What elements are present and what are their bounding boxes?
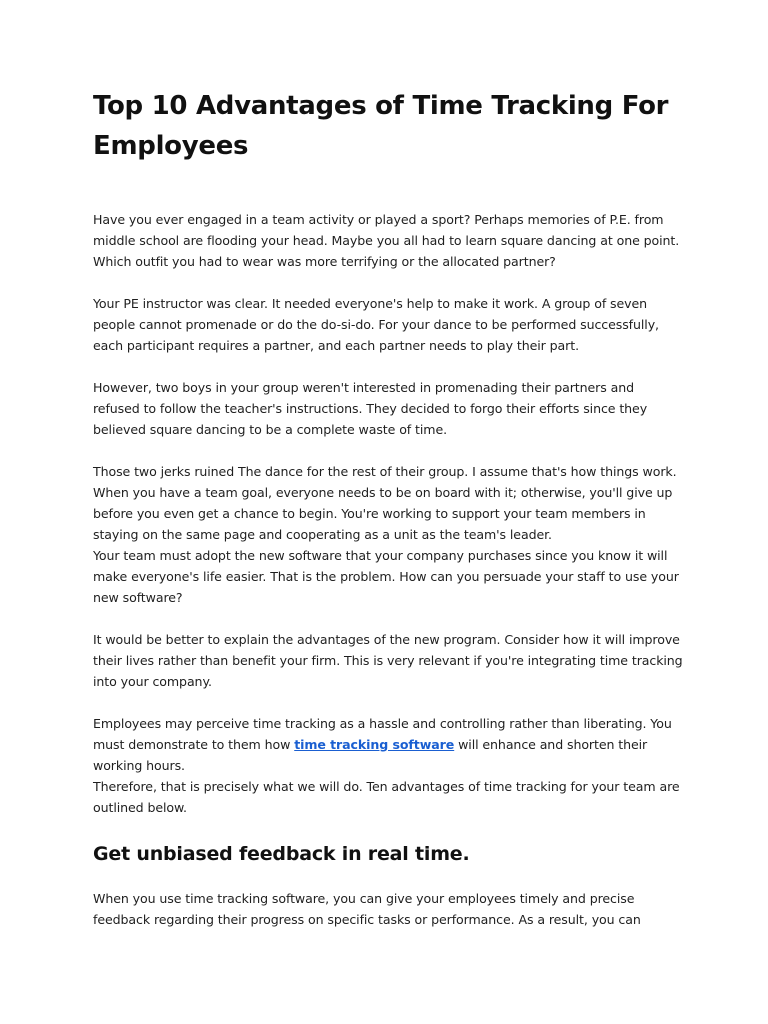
article-body (93, 209, 683, 818)
paragraph-intro: Have you ever engaged in a team activity or played a sport? Perhaps memories of P.E. from middle school are flooding your head. Maybe you all had to learn square dancing at one point. Which outfit you had to wear was more terrifying or the allocated partner? (93, 212, 680, 269)
article-title: Top 10 Advantages of Time Tracking For Employees (93, 91, 669, 161)
paragraph-perceive-text: Employees may perceive time tracking as a hassle and controlling rather than liberating. You must demonstrate to them how (93, 716, 672, 752)
paragraph-perceive-text-end: will enhance and shorten their working hours. (93, 737, 648, 773)
paragraph-boys: However, two boys in your group weren't interested in promenading their partners and refused to follow the teacher's instructions. They decided to forgo their efforts since they believed square dancing to be a complete waste of time. (93, 380, 648, 437)
article (93, 86, 683, 930)
paragraph-spacer (93, 608, 683, 629)
paragraph-perceive (93, 713, 683, 776)
paragraph-adopt-software: Your team must adopt the new software that your company purchases since you know it will make everyone's life easier. That is the problem. How can you persuade your staff to use your new software? (93, 548, 679, 605)
paragraph-spacer (93, 692, 683, 713)
paragraph-spacer (93, 440, 683, 461)
paragraph-explain-advantages: It would be better to explain the advantages of the new program. Consider how it will improve their lives rather than benefit your firm. This is very relevant if you're integrating time tracking into your company. (93, 632, 683, 689)
paragraph-outline: Therefore, that is precisely what we will do. Ten advantages of time tracking for your team are outlined below. (93, 779, 680, 815)
paragraph-spacer (93, 272, 683, 293)
paragraph-team-goal: Those two jerks ruined The dance for the rest of their group. I assume that's how things work. When you have a team goal, everyone needs to be on board with it; otherwise, you'll give up before you even get a chance to begin. You're working to support your team members in staying on the same page and cooperating as a unit as the team's leader. (93, 464, 677, 542)
paragraph-instructor: Your PE instructor was clear. It needed everyone's help to make it work. A group of seven people cannot promenade or do the do-si-do. For your dance to be performed successfully, each participant requires a partner, and each partner needs to play their part. (93, 296, 659, 353)
section-body (93, 888, 683, 930)
paragraph-feedback: When you use time tracking software, you can give your employees timely and precise feedback regarding their progress on specific tasks or performance. As a result, you can (93, 891, 641, 927)
section-heading: Get unbiased feedback in real time. (93, 843, 470, 865)
paragraph-spacer (93, 356, 683, 377)
time-tracking-software-link[interactable]: time tracking software (294, 737, 455, 752)
